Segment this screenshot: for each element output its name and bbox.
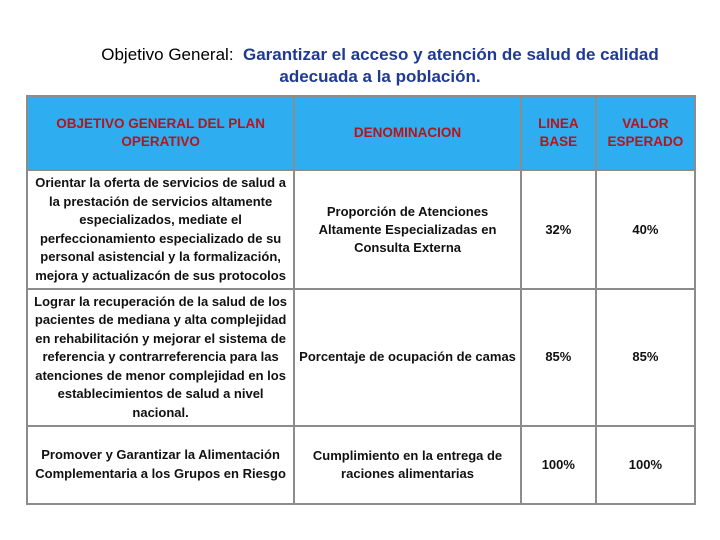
- baseline-cell: 85%: [521, 289, 596, 426]
- denomination-cell: Porcentaje de ocupación de camas: [294, 289, 521, 426]
- baseline-cell: 32%: [521, 170, 596, 289]
- objectives-table-container: [26, 95, 696, 505]
- expected-value-cell: 100%: [596, 426, 695, 504]
- column-header-baseline: LINEA BASE: [521, 96, 596, 170]
- table-row: [27, 426, 695, 504]
- table-row: [27, 170, 695, 289]
- title-label: Objetivo General:: [101, 45, 234, 64]
- objective-cell: Orientar la oferta de servicios de salud a la prestación de servicios altamente especializados, mediate el perfeccionamiento especializado de su personal asistencial y la formalización, mejora y actualizacón de sus protocolos: [27, 170, 294, 289]
- objective-cell: Promover y Garantizar la Alimentación Complementaria a los Grupos en Riesgo: [27, 426, 294, 504]
- table-header-row: [27, 96, 695, 170]
- objectives-table: [26, 95, 696, 505]
- objective-cell: Lograr la recuperación de la salud de los pacientes de mediana y alta complejidad en rehabilitación y mejorar el sistema de referencia y contrarreferencia para las atenciones de menor complejidad en los establecimientos de salud a nivel nacional.: [27, 289, 294, 426]
- column-header-objective: OBJETIVO GENERAL DEL PLAN OPERATIVO: [27, 96, 294, 170]
- page-title: [60, 44, 700, 88]
- expected-value-cell: 85%: [596, 289, 695, 426]
- expected-value-cell: 40%: [596, 170, 695, 289]
- column-header-expected-value: VALOR ESPERADO: [596, 96, 695, 170]
- column-header-denomination: DENOMINACION: [294, 96, 521, 170]
- general-objective-text: Garantizar el acceso y atención de salud de calidad adecuada a la población.: [243, 45, 659, 86]
- denomination-cell: Proporción de Atenciones Altamente Especializadas en Consulta Externa: [294, 170, 521, 289]
- denomination-cell: Cumplimiento en la entrega de raciones alimentarias: [294, 426, 521, 504]
- baseline-cell: 100%: [521, 426, 596, 504]
- table-row: [27, 289, 695, 426]
